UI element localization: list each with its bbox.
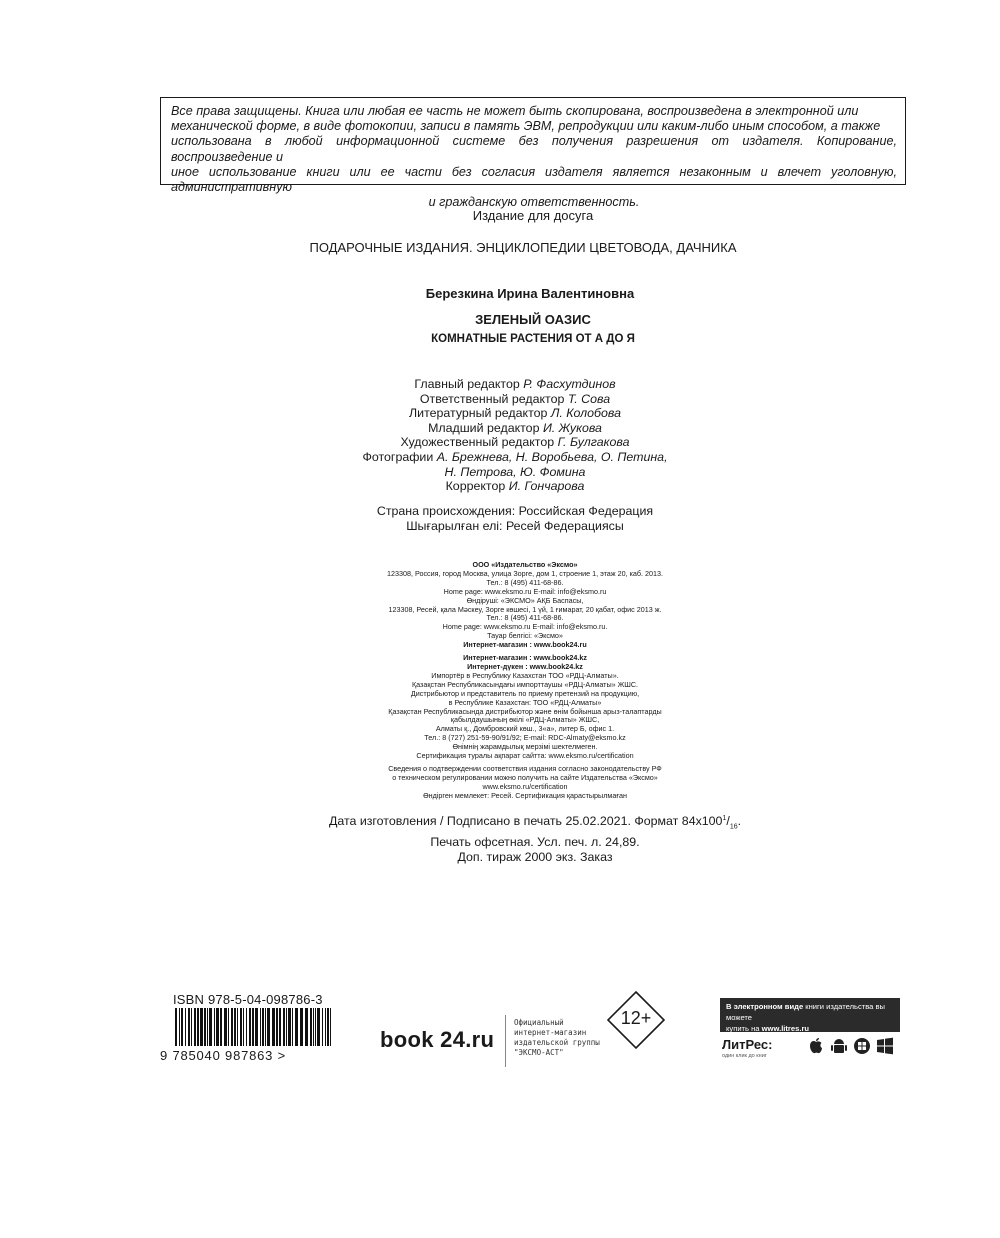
age-rating-text: 12+: [620, 1008, 652, 1028]
credit-line: [0, 392, 1000, 407]
credit-line: [0, 377, 1000, 392]
publisher-line: Тел.: 8 (495) 411-68-86.: [486, 577, 564, 587]
series-title: ПОДАРОЧНЫЕ ИЗДАНИЯ. ЭНЦИКЛОПЕДИИ ЦВЕТОВОДА, ДАЧНИКА: [309, 240, 737, 255]
barcode-digits: 9 785040 987863 >: [160, 1048, 287, 1063]
print-line-1: Дата изготовления / Подписано в печать 25.02.2021. Формат $84x100^1/_{16}$.: [328, 814, 742, 831]
book-title: ЗЕЛЕНЫЙ ОАЗИС: [475, 312, 591, 327]
credit-name: И. Жукова: [542, 420, 602, 435]
credit-line: [0, 406, 1000, 421]
publisher-line: Интернет-магазин : www.book24.kz: [463, 653, 587, 663]
credit-role: Литературный редактор: [409, 406, 548, 421]
origin-block: [0, 504, 1000, 533]
publisher-line: 123308, Ресей, қала Мәскеу, Зорге көшесі, 1 үй, 1 ғимарат, 20 қабат, офис 2013 ж.: [388, 604, 662, 614]
credit-name: Т. Сова: [567, 391, 611, 406]
credit-name: Г. Булгакова: [557, 435, 630, 450]
credit-line: [0, 435, 1000, 450]
publisher-line: Импортёр в Республику Казахстан ТОО «РДЦ-Алматы».: [431, 670, 619, 680]
credits-block: [0, 377, 1000, 494]
rights-line: Все права защищены. Книга или любая ее часть не может быть скопирована, воспроизведена в электронной или: [171, 104, 859, 118]
rights-line: использована в любой информационной системе без получения разрешения от издателя. Копирование, воспроизведение и: [171, 134, 897, 164]
credit-name: Р. Фасхутдинов: [523, 377, 616, 391]
print-line-3: Доп. тираж 2000 экз. Заказ: [457, 849, 613, 864]
publisher-line: в Республике Казахстан: ТОО «РДЦ-Алматы»: [448, 697, 602, 707]
publisher-line: Сведения о подтверждении соответствия издания согласно законодательству РФ: [388, 763, 662, 773]
book24-logo: book 24.ru: [380, 1027, 495, 1052]
publisher-line: Қазақстан Республикасындағы импорттаушы «РДЦ-Алматы» ЖШС.: [411, 679, 639, 689]
isbn-label: ISBN 978-5-04-098786-3: [173, 992, 323, 1007]
rights-line: механической форме, в виде фотокопии, записи в память ЭВМ, репродукции или каким-либо иным способом, а также: [171, 119, 881, 134]
book24-divider: [505, 1015, 506, 1067]
publisher-line: Home page: www.eksmo.ru E-mail: info@eksmo.ru: [443, 586, 607, 596]
origin-ru: Страна происхождения: Российская Федерация: [376, 504, 654, 518]
credit-line: [0, 479, 1000, 494]
credit-role: Младший редактор: [428, 420, 540, 435]
publisher-line: Интернет-дүкен : www.book24.kz: [467, 661, 583, 671]
credit-role: Корректор: [445, 479, 506, 494]
publisher-line: Тауар белгісі: «Эксмо»: [487, 631, 563, 641]
book24-description: Официальный интернет-магазин издательской группы "ЭКСМО-АСТ": [514, 1018, 600, 1057]
edition-type: Издание для досуга: [472, 208, 594, 223]
apple-icon: [806, 1036, 826, 1056]
publisher-line: қабылдаушының өкілі «РДЦ-Алматы» ЖШС,: [450, 715, 600, 725]
publisher-line: Тел.: 8 (495) 411-68-86.: [486, 613, 564, 623]
origin-kz: Шығарылған елі: Ресей Федерациясы: [406, 518, 624, 533]
credit-name: А. Брежнева, Н. Воробьева, О. Петина,: [436, 449, 668, 464]
litres-logo: ЛитРес:: [722, 1037, 773, 1052]
litres-slogan: один клик до книг: [722, 1053, 767, 1059]
publisher-line: www.eksmo.ru/certification: [482, 781, 568, 791]
author-name: Березкина Ирина Валентиновна: [425, 286, 635, 301]
credit-role: Ответственный редактор: [419, 391, 565, 406]
publisher-line: Қазақстан Республикасында дистрибьютор және өнім бойынша арыз-талаптарды: [388, 706, 662, 716]
credit-role: Художественный редактор: [400, 435, 555, 450]
rights-line-last: и гражданскую ответственность.: [428, 195, 640, 210]
credit-line: [0, 450, 1000, 465]
credit-line: [0, 421, 1000, 436]
publisher-line: Алматы қ., Домбровский көш., 3«а», литер Б, офис 1.: [435, 724, 615, 734]
credit-line: [0, 465, 1000, 480]
litres-banner: В электронном виде книги издательства вы можете купить на www.litres.ru: [720, 998, 900, 1032]
credit-role: Фотографии: [362, 449, 434, 464]
print-line-2: Печать офсетная. Усл. печ. л. 24,89.: [430, 835, 640, 850]
publisher-line: Home page: www.eksmo.ru E-mail: info@eksmo.ru.: [442, 622, 608, 632]
publisher-line: Өндіруші: «ЭКСМО» АҚБ Баспасы,: [466, 595, 584, 605]
publisher-line: о техническом регулировании можно получить на сайте Издательства «Эксмо»: [392, 772, 658, 782]
credit-name: Н. Петрова, Ю. Фомина: [444, 464, 586, 479]
publisher-line: Өндірген мемлекет: Ресей. Сертификация қарастырылмаған: [423, 790, 627, 800]
rights-notice: [160, 97, 906, 210]
publisher-line: Өнімнің жарамдылық мерзімі шектелмеген.: [452, 742, 598, 752]
windows-icon: [875, 1036, 895, 1056]
print-info: [0, 812, 1000, 864]
windows-phone-icon: [852, 1036, 872, 1056]
android-icon: [829, 1036, 849, 1056]
publisher-line: Дистрибьютор и представитель по приему претензий на продукцию,: [410, 688, 640, 698]
credit-role: Главный редактор: [414, 377, 520, 391]
publisher-line: ООО «Издательство «Эксмо»: [472, 560, 578, 569]
publisher-line: Тел.: 8 (727) 251-59-90/91/92; E-mail: RDC-Almaty@eksmo.kz: [424, 733, 626, 743]
credit-name: И. Гончарова: [508, 479, 585, 494]
publisher-line: Сертификация туралы ақпарат сайтта: www.eksmo.ru/certification: [416, 751, 634, 761]
credit-name: Л. Колобова: [550, 406, 621, 421]
publisher-line: Интернет-магазин : www.book24.ru: [463, 640, 587, 650]
rights-line: иное использование книги или ее части без согласия издателя является незаконным и влечет уголовную, административную: [171, 164, 897, 195]
book-subtitle: КОМНАТНЫЕ РАСТЕНИЯ ОТ А ДО Я: [431, 333, 635, 345]
publisher-info: [0, 561, 1000, 801]
publisher-line: 123308, Россия, город Москва, улица Зорге, дом 1, строение 1, этаж 20, каб. 2013.: [387, 568, 663, 578]
